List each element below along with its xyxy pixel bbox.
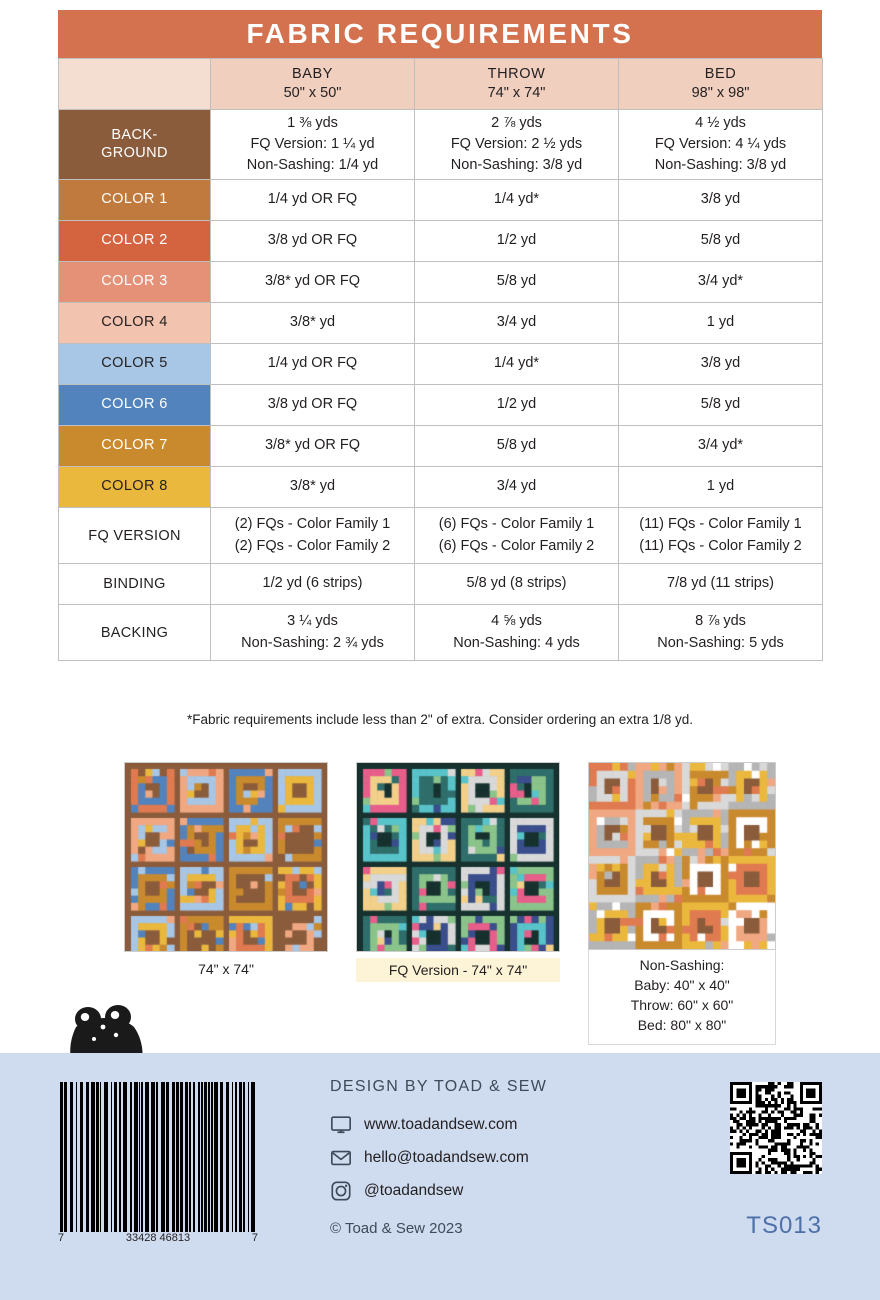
row-label-color-1: COLOR 1 [59, 180, 211, 221]
table-row [59, 467, 823, 508]
table-row [59, 426, 823, 467]
row-label-color-3: COLOR 3 [59, 262, 211, 303]
barcode [58, 1082, 258, 1232]
page-title: FABRIC REQUIREMENTS [246, 18, 634, 49]
envelope-icon [330, 1147, 352, 1169]
row-label-color-4: COLOR 4 [59, 303, 211, 344]
cell-baby: 1/4 yd OR FQ [211, 180, 415, 221]
cell-bed: 3/4 yd* [619, 426, 823, 467]
table-row [59, 110, 823, 180]
email-text: hello@toadandsew.com [364, 1149, 529, 1166]
cell-bed: 3/8 yd [619, 344, 823, 385]
table-row [59, 221, 823, 262]
cell-bed: 3/8 yd [619, 180, 823, 221]
cell-throw: (6) FQs - Color Family 1 (6) FQs - Color Family 2 [415, 508, 619, 564]
cell-throw: 5/8 yd (8 strips) [415, 564, 619, 605]
cell-throw: 1/4 yd* [415, 344, 619, 385]
pattern-code: TS013 [746, 1212, 822, 1239]
quilt-caption-fq: FQ Version - 74" x 74" [356, 958, 560, 982]
table-row [59, 605, 823, 661]
cell-throw: 1/2 yd [415, 221, 619, 262]
cell-baby: (2) FQs - Color Family 1 (2) FQs - Color Family 2 [211, 508, 415, 564]
qr-code[interactable] [730, 1082, 822, 1174]
barcode-digit-left: 7 [58, 1232, 65, 1244]
website-text: www.toadandsew.com [364, 1116, 518, 1133]
table-row [59, 564, 823, 605]
column-header-baby: BABY 50" x 50" [211, 59, 415, 110]
quilt-preview-nonsashing [588, 762, 776, 1045]
table-row [59, 344, 823, 385]
cell-throw: 1/4 yd* [415, 180, 619, 221]
cell-baby: 1 ⅜ yds FQ Version: 1 ¼ yd Non-Sashing: 1/4 yd [211, 110, 415, 180]
row-label-fq-version: FQ VERSION [59, 508, 211, 564]
table-row [59, 262, 823, 303]
cell-bed: 1 yd [619, 303, 823, 344]
contact-instagram[interactable] [330, 1176, 660, 1206]
instagram-icon [330, 1180, 352, 1202]
cell-throw: 3/4 yd [415, 303, 619, 344]
cell-throw: 3/4 yd [415, 467, 619, 508]
row-label-color-2: COLOR 2 [59, 221, 211, 262]
cell-baby: 1/4 yd OR FQ [211, 344, 415, 385]
table-row [59, 303, 823, 344]
contact-block [330, 1110, 660, 1209]
cell-baby: 3/8* yd OR FQ [211, 262, 415, 303]
cell-baby: 3/8* yd OR FQ [211, 426, 415, 467]
barcode-numbers [58, 1232, 258, 1244]
cell-baby: 3 ¼ yds Non-Sashing: 2 ¾ yds [211, 605, 415, 661]
fabric-requirements-table [58, 58, 823, 661]
table-row [59, 508, 823, 564]
cell-throw: 2 ⅞ yds FQ Version: 2 ½ yds Non-Sashing: 3/8 yd [415, 110, 619, 180]
cell-bed: (11) FQs - Color Family 1 (11) FQs - Color Family 2 [619, 508, 823, 564]
nonsashing-sizes: Non-Sashing: Baby: 40" x 40" Throw: 60" x 60" Bed: 80" x 80" [588, 950, 776, 1045]
cell-baby: 3/8 yd OR FQ [211, 385, 415, 426]
cell-bed: 3/4 yd* [619, 262, 823, 303]
cell-baby: 1/2 yd (6 strips) [211, 564, 415, 605]
quilt-preview-sashing [124, 762, 328, 977]
table-body [59, 110, 823, 661]
contact-email[interactable] [330, 1143, 660, 1173]
column-header-bed: BED 98" x 98" [619, 59, 823, 110]
cell-bed: 5/8 yd [619, 385, 823, 426]
cell-baby: 3/8 yd OR FQ [211, 221, 415, 262]
quilt-preview-fq [356, 762, 560, 982]
quilt-caption-sashing: 74" x 74" [198, 961, 254, 977]
cell-bed: 7/8 yd (11 strips) [619, 564, 823, 605]
cell-baby: 3/8* yd [211, 467, 415, 508]
cell-bed: 8 ⅞ yds Non-Sashing: 5 yds [619, 605, 823, 661]
quilt-previews [58, 762, 822, 1042]
cell-bed: 4 ½ yds FQ Version: 4 ¼ yds Non-Sashing: 3/8 yd [619, 110, 823, 180]
quilt-image-sashing [124, 762, 328, 952]
copyright-text: © Toad & Sew 2023 [330, 1220, 463, 1237]
fabric-note: *Fabric requirements include less than 2" of extra. Consider ordering an extra 1/8 yd. [186, 712, 694, 727]
cell-baby: 3/8* yd [211, 303, 415, 344]
table-header-row [59, 59, 823, 110]
cell-bed: 5/8 yd [619, 221, 823, 262]
row-label-binding: BINDING [59, 564, 211, 605]
table-row [59, 180, 823, 221]
barcode-digit-right: 7 [251, 1232, 258, 1244]
row-label-backing: BACKING [59, 605, 211, 661]
monitor-icon [330, 1114, 352, 1136]
cell-throw: 5/8 yd [415, 426, 619, 467]
quilt-image-nonsashing [588, 762, 776, 950]
row-label-color-8: COLOR 8 [59, 467, 211, 508]
page-header [58, 10, 822, 58]
design-by-label: DESIGN BY TOAD & SEW [330, 1078, 548, 1095]
instagram-text: @toadandsew [364, 1182, 464, 1199]
contact-website[interactable] [330, 1110, 660, 1140]
row-label-color-5: COLOR 5 [59, 344, 211, 385]
row-label-color-7: COLOR 7 [59, 426, 211, 467]
cell-throw: 5/8 yd [415, 262, 619, 303]
cell-throw: 4 ⅝ yds Non-Sashing: 4 yds [415, 605, 619, 661]
table-row [59, 385, 823, 426]
table-corner-cell [59, 59, 211, 110]
row-label-background: BACK- GROUND [59, 110, 211, 180]
row-label-color-6: COLOR 6 [59, 385, 211, 426]
quilt-image-fq [356, 762, 560, 952]
barcode-digits-mid: 33428 46813 [125, 1232, 191, 1244]
cell-throw: 1/2 yd [415, 385, 619, 426]
column-header-throw: THROW 74" x 74" [415, 59, 619, 110]
cell-bed: 1 yd [619, 467, 823, 508]
